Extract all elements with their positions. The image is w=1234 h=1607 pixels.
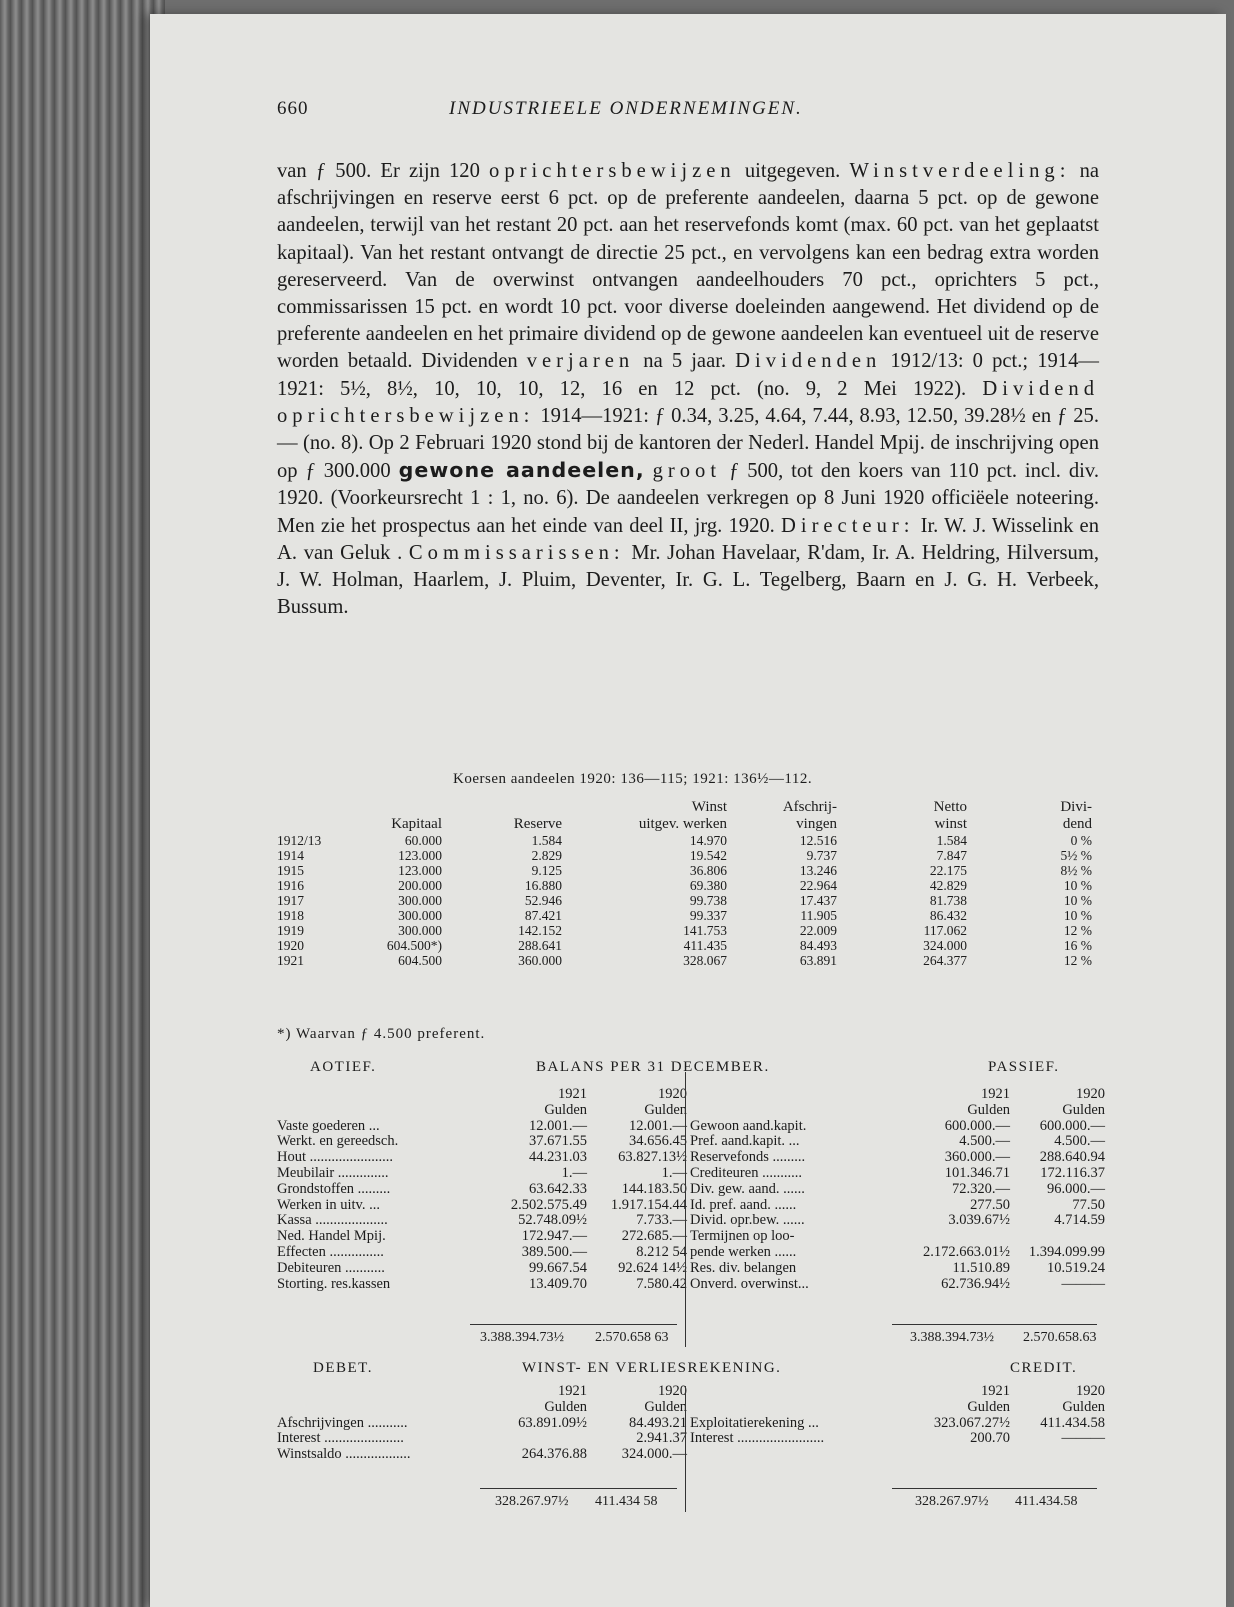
item-label: Onverd. overwinst...: [690, 1275, 809, 1292]
value-1921: 62.736.94½: [941, 1275, 1010, 1292]
item-label: Kassa ....................: [277, 1212, 388, 1229]
header-kapitaal: Kapitaal: [391, 816, 442, 832]
results-table: [277, 799, 1092, 968]
item-label: Pref. aand.kapit. ...: [690, 1133, 800, 1150]
year-header: 1920: [658, 1086, 687, 1102]
text-span: 1914—1921: ƒ 0.34, 3.25, 4.64, 7.44, 8.93, 12.50, 39.28½ en ƒ 25.— (no. 8). Op 2 Februari 1920 stond bij de kantoren der Nederl. Handel Mpij. de inschrijving open op ƒ 300.000: [277, 404, 1099, 483]
credit-title: CREDIT.: [1010, 1360, 1078, 1376]
year-header: 1921: [981, 1086, 1010, 1102]
list-item: [277, 1277, 687, 1293]
spaced-term: Winstverdeeling:: [849, 160, 1071, 182]
kapitaal-cell: 123.000: [398, 848, 442, 863]
value-1921: [890, 1229, 1010, 1245]
list-item: [277, 1416, 687, 1432]
year-cell: 1912/13: [277, 833, 322, 848]
item-label: Vaste goederen ...: [277, 1117, 380, 1134]
value-1921: 11.510.89: [952, 1259, 1010, 1276]
value-1921: 200.70: [970, 1430, 1010, 1447]
koersen-caption: Koersen aandeelen 1920: 136—115; 1921: 136½—112.: [453, 771, 813, 787]
kapitaal-cell: 604.500*): [386, 938, 442, 953]
wv-divider: [685, 1386, 686, 1512]
value-1921: 277.50: [970, 1196, 1010, 1213]
value-1920: 84.493.21: [629, 1414, 687, 1431]
item-label: Werken in uitv. ...: [277, 1196, 380, 1213]
bold-term: gewone aandeelen,: [398, 458, 645, 483]
year-header: 1920: [1076, 1086, 1105, 1102]
table-header-row: [690, 1103, 1105, 1119]
table-row: [277, 893, 1092, 908]
dividend-cell: 10 %: [1063, 893, 1092, 908]
value-1920: 1.—: [661, 1164, 687, 1181]
value-1921: 389.500.—: [521, 1243, 587, 1260]
kapitaal-cell: 123.000: [398, 863, 442, 878]
netto-cell: 7.847: [936, 848, 967, 863]
list-item: [690, 1166, 1105, 1182]
item-label: Storting. res.kassen: [277, 1275, 391, 1292]
table-header-row: [690, 1384, 1105, 1400]
year-header: 1921: [981, 1383, 1010, 1399]
passief-title: PASSIEF.: [988, 1059, 1060, 1075]
dividend-cell: 5½ %: [1060, 848, 1092, 863]
item-label: Afschrijvingen ...........: [277, 1414, 408, 1431]
year-cell: 1920: [277, 938, 304, 953]
list-item: [277, 1261, 687, 1277]
list-item: [277, 1166, 687, 1182]
passief-total-1921: 3.388.394.73½: [910, 1330, 994, 1345]
netto-cell: 324.000: [923, 938, 967, 953]
reserve-cell: 52.946: [524, 893, 562, 908]
value-1920: 600.000.—: [1039, 1117, 1105, 1134]
dividend-cell: 0 %: [1070, 833, 1092, 848]
afschrijvingen-cell: 84.493: [799, 938, 837, 953]
item-label: Debiteuren ...........: [277, 1259, 385, 1276]
table-row: [277, 863, 1092, 878]
spaced-term: Dividenden: [735, 350, 882, 373]
text-span: van ƒ 500. Er zijn 120: [277, 160, 490, 182]
actief-total-1921: 3.388.394.73½: [480, 1330, 564, 1345]
text-span: ƒ 500, tot den koers van 110 pct. incl. div. 1920. (Voorkeursrecht 1 : 1, no. 6). De aandeelen verkregen op 8 Juni 1920 officiëele noteering. Men zie het prospectus aan het einde van deel II, jrg. 1920.: [277, 460, 1099, 537]
actief-table: [277, 1087, 687, 1292]
list-item: [277, 1119, 687, 1135]
value-1921: 360.000.—: [944, 1149, 1010, 1166]
running-title: INDUSTRIEELE ONDERNEMINGEN.: [449, 98, 803, 119]
list-item: [277, 1198, 687, 1214]
value-1920: 172.116.37: [1040, 1164, 1105, 1181]
value-1921: 2.502.575.49: [510, 1196, 587, 1213]
value-1921: 264.376.88: [521, 1446, 587, 1463]
list-item: [277, 1150, 687, 1166]
winst-cell: 99.738: [689, 893, 727, 908]
header-afschrijvingen: Afschrij- vingen: [782, 799, 837, 832]
balans-title: BALANS PER 31 DECEMBER.: [536, 1059, 770, 1075]
netto-cell: 86.432: [929, 908, 967, 923]
dividend-cell: 12 %: [1063, 923, 1092, 938]
winst-cell: 69.380: [689, 878, 727, 893]
page-number: 660: [277, 98, 309, 119]
value-1920: 77.50: [1072, 1196, 1105, 1213]
passief-total-1920: 2.570.658.63: [1023, 1330, 1097, 1345]
dividend-cell: 8½ %: [1060, 863, 1092, 878]
value-1920: 4.500.—: [1054, 1133, 1105, 1150]
table-row: [277, 938, 1092, 953]
dividend-cell: 10 %: [1063, 908, 1092, 923]
table-header-row: [690, 1087, 1105, 1103]
afschrijvingen-cell: 13.246: [799, 863, 837, 878]
netto-cell: 81.738: [929, 893, 967, 908]
item-label: Exploitatierekening ...: [690, 1414, 819, 1431]
dividend-cell: 16 %: [1063, 938, 1092, 953]
value-1920: 12.001.—: [629, 1117, 687, 1134]
table-row: [277, 923, 1092, 938]
winst-cell: 141.753: [683, 923, 727, 938]
list-item: [277, 1134, 687, 1150]
value-1921: 3.039.67½: [948, 1212, 1010, 1229]
kapitaal-cell: 604.500: [398, 953, 442, 968]
header-netto: Netto winst: [933, 799, 967, 832]
list-item: [690, 1182, 1105, 1198]
kapitaal-cell: 200.000: [398, 878, 442, 893]
item-label: Id. pref. aand. ......: [690, 1196, 797, 1213]
spaced-term: verjaren: [526, 350, 635, 373]
list-item: [690, 1198, 1105, 1214]
passief-table: [690, 1087, 1105, 1292]
list-item: [690, 1119, 1105, 1135]
item-label: Div. gew. aand. ......: [690, 1180, 805, 1197]
dividend-cell: 10 %: [1063, 878, 1092, 893]
credit-total-1921: 328.267.97½: [915, 1494, 989, 1509]
value-1920: 411.434.58: [1040, 1414, 1105, 1431]
year-header: 1920: [1076, 1383, 1105, 1399]
table-row: [277, 848, 1092, 863]
value-1920: 272.685.—: [621, 1228, 687, 1245]
kapitaal-cell: 300.000: [398, 923, 442, 938]
reserve-cell: 2.829: [531, 848, 562, 863]
afschrijvingen-cell: 12.516: [799, 833, 837, 848]
table-row: [277, 878, 1092, 893]
kapitaal-cell: 300.000: [398, 908, 442, 923]
spaced-term: Commissarissen:: [408, 541, 625, 564]
debet-table: [277, 1384, 687, 1463]
afschrijvingen-cell: 9.737: [806, 848, 837, 863]
value-1920: 96.000.—: [1047, 1180, 1105, 1197]
item-label: Reservefonds .........: [690, 1149, 806, 1166]
list-item: [690, 1261, 1105, 1277]
value-1921: 4.500.—: [959, 1133, 1010, 1150]
total-rule: [480, 1488, 677, 1489]
value-1920: 4.714.59: [1054, 1212, 1105, 1229]
list-item: [277, 1182, 687, 1198]
value-1920: ———: [1061, 1275, 1105, 1292]
credit-total-1920: 411.434.58: [1015, 1494, 1078, 1509]
value-1920: 288.640.94: [1039, 1149, 1105, 1166]
actief-total-1920: 2.570.658 63: [595, 1330, 669, 1345]
value-1921: 2.172.663.01½: [923, 1243, 1010, 1260]
currency-header: Gulden: [967, 1398, 1010, 1415]
year-cell: 1917: [277, 893, 304, 908]
currency-header: Gulden: [644, 1101, 687, 1118]
currency-header: Gulden: [967, 1101, 1010, 1118]
value-1920: 7.733.—: [636, 1212, 687, 1229]
header-reserve: Reserve: [513, 816, 562, 832]
list-item: [690, 1229, 1105, 1245]
dividend-cell: 12 %: [1063, 953, 1092, 968]
year-cell: 1919: [277, 923, 304, 938]
book-page-edges: [0, 0, 165, 1607]
value-1921: 101.346.71: [944, 1164, 1010, 1181]
item-label: Res. div. belangen: [690, 1259, 797, 1276]
currency-header: Gulden: [644, 1398, 687, 1415]
total-rule: [892, 1488, 1097, 1489]
text-span: Mr. Johan Havelaar, R'dam, Ir. A. Heldring, Hilversum, J. W. Holman, Haarlem, J. Pluim, Deventer, Ir. G. L. Tegelberg, Baarn en J. G. H. Verbeek, Bussum.: [277, 541, 1099, 619]
value-1921: 172.947.—: [521, 1228, 587, 1245]
list-item: [690, 1245, 1105, 1261]
value-1921: [482, 1431, 587, 1447]
table-header-row: [277, 1384, 687, 1400]
value-1921: 52.748.09½: [518, 1212, 587, 1229]
table-header-row: [277, 799, 1092, 833]
text-span: uitgegeven.: [735, 160, 850, 182]
year-cell: 1918: [277, 908, 304, 923]
header-dividend: Divi- dend: [1060, 799, 1092, 832]
list-item: [690, 1213, 1105, 1229]
afschrijvingen-cell: 22.009: [799, 923, 837, 938]
list-item: [690, 1277, 1105, 1293]
value-1921: 63.891.09½: [518, 1414, 587, 1431]
year-cell: 1915: [277, 863, 304, 878]
reserve-cell: 9.125: [531, 863, 562, 878]
reserve-cell: 142.152: [518, 923, 562, 938]
winst-cell: 19.542: [689, 848, 727, 863]
header-winst: Winst uitgev. werken: [638, 799, 727, 832]
list-item: [277, 1245, 687, 1261]
list-item: [277, 1431, 687, 1447]
reserve-cell: 1.584: [531, 833, 562, 848]
item-label: Termijnen op loo-: [690, 1228, 795, 1245]
year-cell: 1921: [277, 953, 304, 968]
spaced-term: Directeur:: [780, 514, 915, 537]
total-rule: [892, 1324, 1097, 1325]
winst-cell: 328.067: [683, 953, 727, 968]
list-item: [690, 1416, 1105, 1432]
item-label: Hout .......................: [277, 1149, 393, 1166]
table-row: [277, 953, 1092, 968]
year-cell: 1916: [277, 878, 304, 893]
list-item: [277, 1229, 687, 1245]
currency-header: Gulden: [1062, 1101, 1105, 1118]
credit-table: [690, 1384, 1105, 1447]
value-1921: 63.642.33: [529, 1180, 587, 1197]
year-header: 1921: [558, 1383, 587, 1399]
item-label: Effecten ...............: [277, 1243, 384, 1260]
value-1920: 8.212 54: [636, 1243, 687, 1260]
year-header: 1921: [558, 1086, 587, 1102]
item-label: pende werken ......: [690, 1243, 797, 1260]
reserve-cell: 360.000: [518, 953, 562, 968]
table-header-row: [690, 1400, 1105, 1416]
value-1921: 600.000.—: [944, 1117, 1010, 1134]
reserve-cell: 288.641: [518, 938, 562, 953]
value-1921: 37.671.55: [529, 1133, 587, 1150]
spaced-term: oprichtersbewijzen: [489, 160, 736, 182]
debet-total-1920: 411.434 58: [595, 1494, 658, 1509]
item-label: Interest ........................: [690, 1430, 825, 1447]
value-1921: 99.667.54: [529, 1259, 587, 1276]
list-item: [277, 1447, 687, 1463]
winst-cell: 36.806: [689, 863, 727, 878]
text-span: 1912/13: 0 pct.; 1914—1921: 5½, 8½, 10, 10, 10, 12, 16 en 12 pct. (no. 9, 2 Mei 1922).: [277, 350, 1099, 400]
list-item: [277, 1213, 687, 1229]
value-1921: 323.067.27½: [933, 1414, 1010, 1431]
header-year: [277, 799, 352, 833]
netto-cell: 117.062: [923, 923, 967, 938]
reserve-cell: 16.880: [524, 878, 562, 893]
netto-cell: 42.829: [929, 878, 967, 893]
value-1921: 1.—: [561, 1164, 587, 1181]
book-page: [150, 14, 1226, 1607]
spaced-term: groot: [652, 460, 722, 483]
value-1920: 2.941.37: [636, 1430, 687, 1447]
item-label: Divid. opr.bew. ......: [690, 1212, 805, 1229]
debet-total-1921: 328.267.97½: [495, 1494, 569, 1509]
kapitaal-cell: 60.000: [404, 833, 442, 848]
value-1920: 63.827.13½: [618, 1149, 687, 1166]
value-1920: 1.917.154.44: [610, 1196, 687, 1213]
kapitaal-cell: 300.000: [398, 893, 442, 908]
table-header-row: [277, 1103, 687, 1119]
item-label: Crediteuren ...........: [690, 1164, 802, 1181]
list-item: [690, 1150, 1105, 1166]
item-label: Meubilair ..............: [277, 1164, 389, 1181]
currency-header: Gulden: [544, 1101, 587, 1118]
item-label: Ned. Handel Mpij.: [277, 1228, 386, 1245]
table-header-row: [277, 1400, 687, 1416]
item-label: Grondstoffen .........: [277, 1180, 391, 1197]
value-1921: 13.409.70: [529, 1275, 587, 1292]
afschrijvingen-cell: 11.905: [800, 908, 837, 923]
value-1920: 324.000.—: [621, 1446, 687, 1463]
value-1920: 144.183.50: [621, 1180, 687, 1197]
year-header: 1920: [658, 1383, 687, 1399]
reserve-cell: 87.421: [524, 908, 562, 923]
table-row: [277, 908, 1092, 923]
value-1920: 34.656.45: [629, 1133, 687, 1150]
total-rule: [470, 1324, 677, 1325]
item-label: Interest ......................: [277, 1430, 404, 1447]
list-item: [690, 1134, 1105, 1150]
value-1920: 1.394.099.99: [1028, 1243, 1105, 1260]
table-header-row: [277, 1087, 687, 1103]
value-1921: 44.231.03: [529, 1149, 587, 1166]
currency-header: Gulden: [544, 1398, 587, 1415]
value-1921: 72.320.—: [952, 1180, 1010, 1197]
actief-title: AOTIEF.: [310, 1059, 377, 1075]
winst-cell: 411.435: [683, 938, 727, 953]
text-span: na 5 jaar.: [634, 350, 736, 373]
text-span: [645, 460, 653, 482]
netto-cell: 264.377: [923, 953, 967, 968]
balance-divider: [685, 1072, 686, 1347]
netto-cell: 1.584: [936, 833, 967, 848]
value-1920: ———: [1061, 1430, 1105, 1447]
year-cell: 1914: [277, 848, 304, 863]
value-1921: 12.001.—: [529, 1117, 587, 1134]
text-span: Ir. W. J. Wisselink en A. van Geluk .: [277, 514, 1099, 564]
item-label: Winstsaldo ..................: [277, 1446, 411, 1463]
item-label: Werkt. en gereedsch.: [277, 1133, 399, 1150]
spaced-term: Dividend oprichtersbewijzen:: [277, 377, 1099, 427]
wv-title: WINST- EN VERLIESREKENING.: [522, 1360, 782, 1376]
table-row: [277, 833, 1092, 848]
table-footnote: *) Waarvan ƒ 4.500 preferent.: [277, 1026, 486, 1042]
value-1920: [1010, 1229, 1105, 1245]
value-1920: 92.624 14½: [618, 1259, 687, 1276]
netto-cell: 22.175: [929, 863, 967, 878]
afschrijvingen-cell: 17.437: [799, 893, 837, 908]
value-1920: 10.519.24: [1047, 1259, 1105, 1276]
item-label: Gewoon aand.kapit.: [690, 1117, 807, 1134]
debet-title: DEBET.: [313, 1360, 373, 1376]
winst-cell: 99.337: [689, 908, 727, 923]
currency-header: Gulden: [1062, 1398, 1105, 1415]
value-1920: 7.580.42: [636, 1275, 687, 1292]
winst-cell: 14.970: [689, 833, 727, 848]
afschrijvingen-cell: 63.891: [799, 953, 837, 968]
text-span: na afschrijvingen en reserve eerst 6 pct. op de preferente aandeelen, daarna 5 pct. op de gewone aandeelen, terwijl van het restant 20 pct. aan het reservefonds komt (max. 60 pct. van het geplaatst kapitaal). Van het restant ontvangt de directie 25 pct., en vervolgens kan een bedrag extra worden gereserveerd. Van de overwinst ontvangen aandeelhouders 70 pct., oprichters 5 pct., commissarissen 15 pct. en wordt 10 pct. voor diverse doeleinden aangewend. Het dividend op de preferente aandeelen en het primaire dividend op de gewone aandeelen kan eventueel uit de reserve worden betaald. Dividenden: [277, 160, 1100, 373]
list-item: [690, 1431, 1105, 1447]
afschrijvingen-cell: 22.964: [799, 878, 837, 893]
body-paragraph: [277, 158, 1099, 621]
